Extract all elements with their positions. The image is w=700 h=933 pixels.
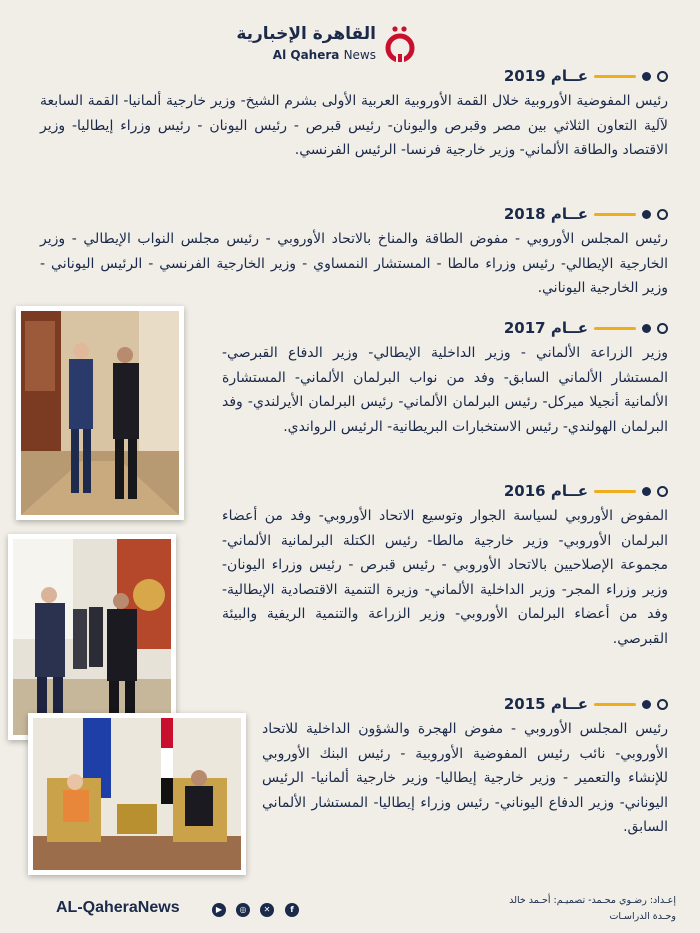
year-word: عــام <box>550 482 588 500</box>
year-heading <box>222 318 668 338</box>
year-number: 2018 <box>503 205 546 223</box>
credits <box>509 893 676 925</box>
brand-arabic-name: القاهرة الإخبارية <box>236 24 376 44</box>
accent-bar <box>594 703 636 706</box>
year-word: عــام <box>550 695 588 713</box>
year-word: عــام <box>550 67 588 85</box>
dot-icon <box>642 487 651 496</box>
photo-meeting-2016 <box>8 534 176 740</box>
ring-icon <box>657 323 668 334</box>
section-2015 <box>262 694 668 840</box>
year-number: 2017 <box>503 319 546 337</box>
year-number: 2015 <box>503 695 546 713</box>
instagram-icon[interactable]: ◎ <box>236 903 250 917</box>
year-word: عــام <box>550 205 588 223</box>
credits-authors: إعـداد: رضـوي محـمد- تصميـم: أحـمد خالد <box>509 895 676 906</box>
section-2019 <box>40 66 668 163</box>
credits-unit: وحـدة الدراسـات <box>609 911 676 922</box>
accent-bar <box>594 75 636 78</box>
section-body: رئيس المجلس الأوروبي - مفوض الهجرة والشؤون الداخلية للاتحاد الأوروبي- نائب رئيس المفوضية الأوروبية - رئيس البنك الأوروبي للإنشاء والتعمير - وزير خارجية إيطاليا- وزير خارجية ألمانيا- الرئيس اليوناني- وزير الدفاع اليوناني- رئيس وزراء إيطاليا- المستشار الألماني السابق. <box>262 721 668 835</box>
section-body: رئيس المفوضية الأوروبية خلال القمة الأوروبية العربية الأولى بشرم الشيخ- وزير خارجية ألمانيا- القمة السابعة لآلية التعاون الثلاثي بين مصر وقبرص واليونان- رئيس قبرص - رئيس اليونان - رئيس وزراء إيطاليا- وزير الاقتصاد والطاقة الألماني- وزير خارجية فرنسا- الرئيس الفرنسي. <box>40 93 668 158</box>
dot-icon <box>642 210 651 219</box>
section-body: المفوض الأوروبي لسياسة الجوار وتوسيع الاتحاد الأوروبي- وفد من أعضاء البرلمان الأوروبي- وزير خارجية مالطا- رئيس الكتلة البرلمانية الألماني- مجموعة الإصلاحيين بالاتحاد الأوروبي - رئيس قبرص - رئيس وزراء اليونان- وزير وزراء المجر- وزير الداخلية الألماني- وزيرة التنمية الاقتصادية الإيطالية- وفد من أعضاء البرلمان الأوروبي- وزير الزراعة والتنمية الريفية والبيئة القبرصي. <box>222 508 668 647</box>
ring-icon <box>657 486 668 497</box>
year-number: 2016 <box>503 482 546 500</box>
year-heading <box>40 204 668 224</box>
dot-icon <box>642 700 651 709</box>
year-heading <box>40 66 668 86</box>
dot-icon <box>642 72 651 81</box>
x-icon[interactable]: ✕ <box>260 903 274 917</box>
brand-mark-icon <box>384 24 416 64</box>
ring-icon <box>657 71 668 82</box>
footer-brand: AL-QaheraNews <box>56 899 180 916</box>
facebook-icon[interactable]: f <box>285 903 299 917</box>
section-body: وزير الزراعة الألماني - وزير الداخلية الإيطالي- وزير الدفاع القبرصي- المستشار الألماني السابق- وفد من نواب البرلمان الألماني- المستشارة الألمانية أنجيلا ميركل- رئيس البرلمان الألماني- رئيس البرلمان الأيرلندي- وفد البرلمان الهولندي- رئيس الاستخبارات البريطانية- الرئيس الرواندي. <box>222 345 668 435</box>
ring-icon <box>657 699 668 710</box>
year-heading <box>262 694 668 714</box>
year-number: 2019 <box>503 67 546 85</box>
year-heading <box>222 481 668 501</box>
brand-logo <box>236 22 420 70</box>
year-word: عــام <box>550 319 588 337</box>
photo-meeting-2017 <box>16 306 184 520</box>
ring-icon <box>657 209 668 220</box>
brand-english-name: Al Qahera News <box>272 48 376 62</box>
accent-bar <box>594 213 636 216</box>
youtube-icon[interactable]: ▶ <box>212 903 226 917</box>
section-2018 <box>40 204 668 301</box>
accent-bar <box>594 327 636 330</box>
photo-meeting-2015 <box>28 713 246 875</box>
section-2016 <box>222 481 668 651</box>
section-2017 <box>222 318 668 439</box>
section-body: رئيس المجلس الأوروبي - مفوض الطاقة والمناخ بالاتحاد الأوروبي - رئيس مجلس النواب الإيطالي - وزير الخارجية الإيطالي- رئيس وزراء مالطا - المستشار النمساوي - وزير الخارجية الفرنسي - الرئيس اليوناني - وزير الخارجية اليوناني. <box>40 231 668 296</box>
accent-bar <box>594 490 636 493</box>
dot-icon <box>642 324 651 333</box>
